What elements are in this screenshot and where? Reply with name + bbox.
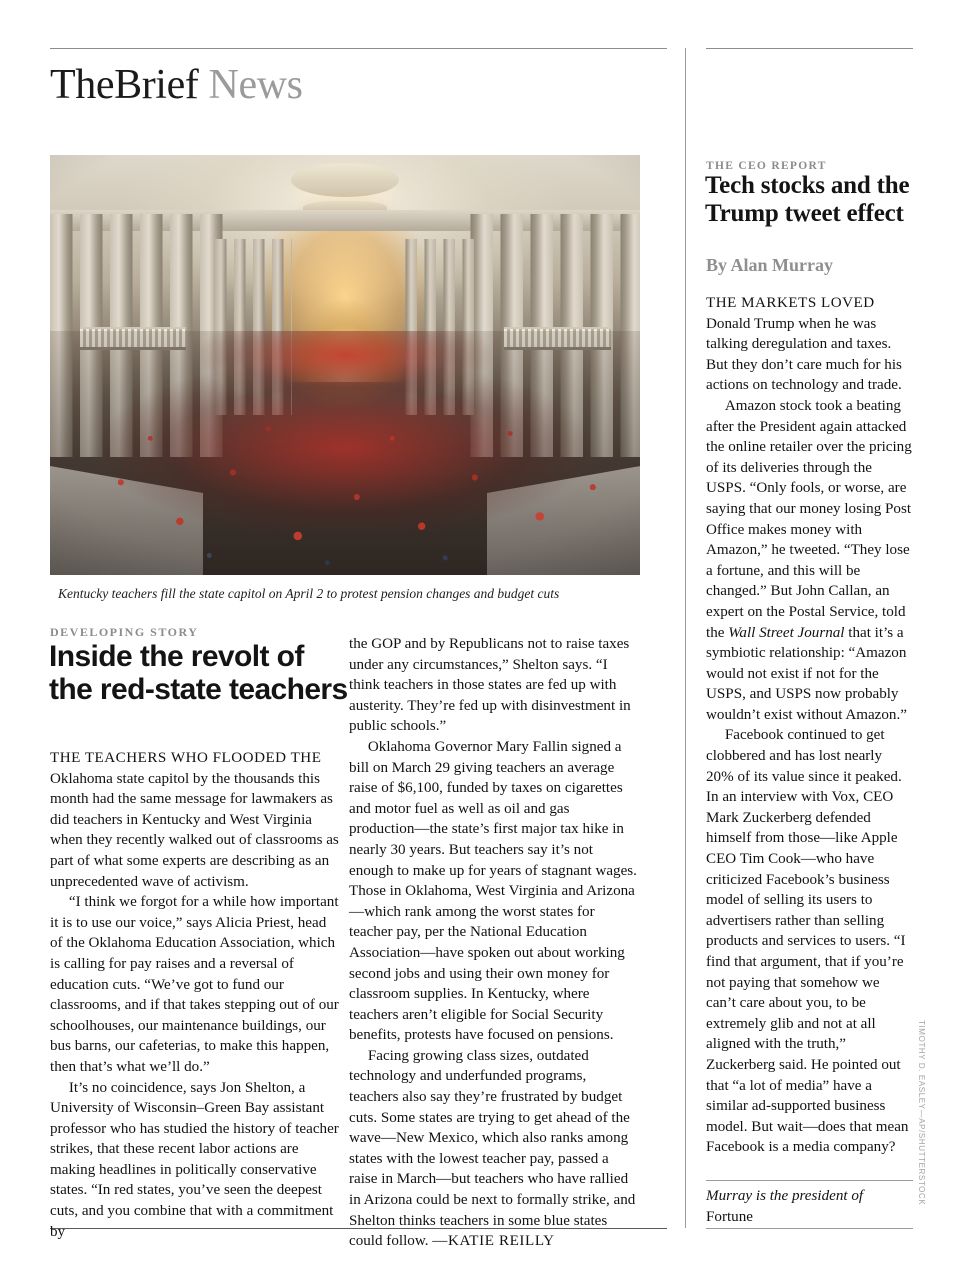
story-kicker: DEVELOPING STORY <box>50 625 199 639</box>
sidebar-note <box>706 1186 913 1227</box>
publication-title: Wall Street Journal <box>728 624 845 641</box>
sidebar-headline: Tech stocks and the Trump tweet effect <box>705 172 910 227</box>
top-rule-right <box>706 48 913 49</box>
story-column-2 <box>349 634 638 1252</box>
paragraph: Oklahoma Governor Mary Fallin signed a bill on March 29 giving teachers an average raise of $6,100, funded by taxes on cigarettes and motor fuel as well as oil and gas production—the state’s first major tax hike in nearly 30 years. But teachers say it’s not enough to make up for years of stagnant wages. Those in Oklahoma, West Virginia and Arizona—which rank among the worst states for teacher pay, per the National Education Association—have spoken out about working second jobs and using their own money for classroom supplies. In Kentucky, where teachers aren’t eligible for Social Security benefits, protests have focused on pensions. <box>349 738 637 1044</box>
lead-in-smallcaps: THE TEACHERS WHO FLOODED THE <box>50 750 322 766</box>
paragraph <box>706 396 913 726</box>
note-roman: Fortune <box>706 1208 753 1225</box>
sidebar-lead-in-smallcaps: THE MARKETS LOVED <box>706 295 875 311</box>
top-rule-left <box>50 48 667 49</box>
sidebar-kicker: THE CEO REPORT <box>706 160 827 172</box>
column-divider <box>685 48 686 1228</box>
photo-caption: Kentucky teachers fill the state capitol on April 2 to protest pension changes and budget cuts <box>58 586 560 601</box>
masthead-brand: TheBrief <box>50 62 199 108</box>
paragraph <box>349 1046 638 1252</box>
paragraph: “I think we forgot for a while how important it is to use our voice,” says Alicia Priest, head of the Oklahoma Education Association, which is calling for pay raises and a reversal of education cuts. “We’ve got to fund our classrooms, and if that takes stepping out of our schoolhouses, our maintenance buildings, our bus barns, our cafeterias, to make this happen, then that’s what we’ll do.” <box>50 894 339 1075</box>
story-column-1 <box>50 748 339 1242</box>
sidebar-byline: By Alan Murray <box>706 255 834 275</box>
paragraph: It’s no coincidence, says Jon Shelton, a University of Wisconsin–Green Bay assistant professor who has studied the history of teacher strikes, that these recent labor actions are making headlines in politically conservative states. “In red states, you’ve seen the deepest cuts, and you combine that with a commitment by <box>50 1079 339 1240</box>
paragraph: Facebook continued to get clobbered and has lost nearly 20% of its value since it peaked. In an interview with Vox, CEO Mark Zuckerberg defended himself from those—like Apple CEO Tim Cook—who have criticized Facebook’s business model of selling its users to advertisers rather than selling products and services to users. “I find that argument, that if you’re not paying that somehow we can’t care about you, to be extremely glib and not at all aligned with the truth,” Zuckerberg said. He pointed out that “a lot of media” have a similar ad-supported business model. But wait—does that mean Facebook is a media company? <box>706 727 909 1156</box>
photo-credit: TIMOTHY D. EASLEY—AP/SHUTTERSTOCK <box>917 1020 926 1206</box>
note-italic: Murray is the president of <box>706 1188 864 1204</box>
sidebar-body <box>706 293 913 1158</box>
photo-vignette <box>50 155 640 575</box>
masthead-section: News <box>208 62 303 108</box>
photo-image <box>50 155 640 575</box>
paragraph-text-b: that it’s a symbiotic relationship: “Amazon would not exist if not for the USPS, and USPS now probably wouldn’t exist without Amazon.” <box>706 624 907 723</box>
lead-in-rest: Oklahoma state capitol by the thousands this month had the same message for lawmakers as did teachers in Kentucky and West Virginia when they recently walked out of classrooms as part of what some experts are describing as an unprecedented wave of activism. <box>50 770 339 890</box>
sidebar-note-rule <box>706 1180 913 1181</box>
paragraph: the GOP and by Republicans not to raise taxes under any circumstances,” Shelton says. “I think teachers in those states are fed up with austerity. They’re fed up with disinvestment in public schools.” <box>349 636 631 735</box>
story-byline: —KATIE REILLY <box>432 1233 555 1250</box>
paragraph-text-a: Amazon stock took a beating after the President again attacked the online retailer over the pricing of its deliveries through the USPS. “Only fools, or worse, are saying that our money losing Post Office makes money with Amazon,” he tweeted. “They lose a fortune, and this will be changed.” But John Callan, an expert on the Postal Service, told the <box>706 397 912 641</box>
paragraph <box>50 748 339 892</box>
sidebar-lead-in-rest: Donald Trump when he was talking deregulation and taxes. But they don’t care much for his actions on technology and trade. <box>706 315 902 394</box>
paragraph-text: Facing growing class sizes, outdated technology and underfunded programs, teachers also say they’re frustrated by budget cuts. Some states are trying to get ahead of the wave—New Mexico, which also ranks among states with the lowest teacher pay, passed a raise in March—but teachers who have rallied in Arizona could be next to formally strike, and Shelton thinks teachers in some blue states could follow. <box>349 1047 636 1250</box>
lead-photo <box>50 155 640 575</box>
masthead <box>50 58 303 112</box>
sidebar-bottom-rule <box>706 1228 913 1229</box>
paragraph <box>706 293 913 396</box>
story-headline: Inside the revolt of the red-state teachers <box>49 640 348 706</box>
